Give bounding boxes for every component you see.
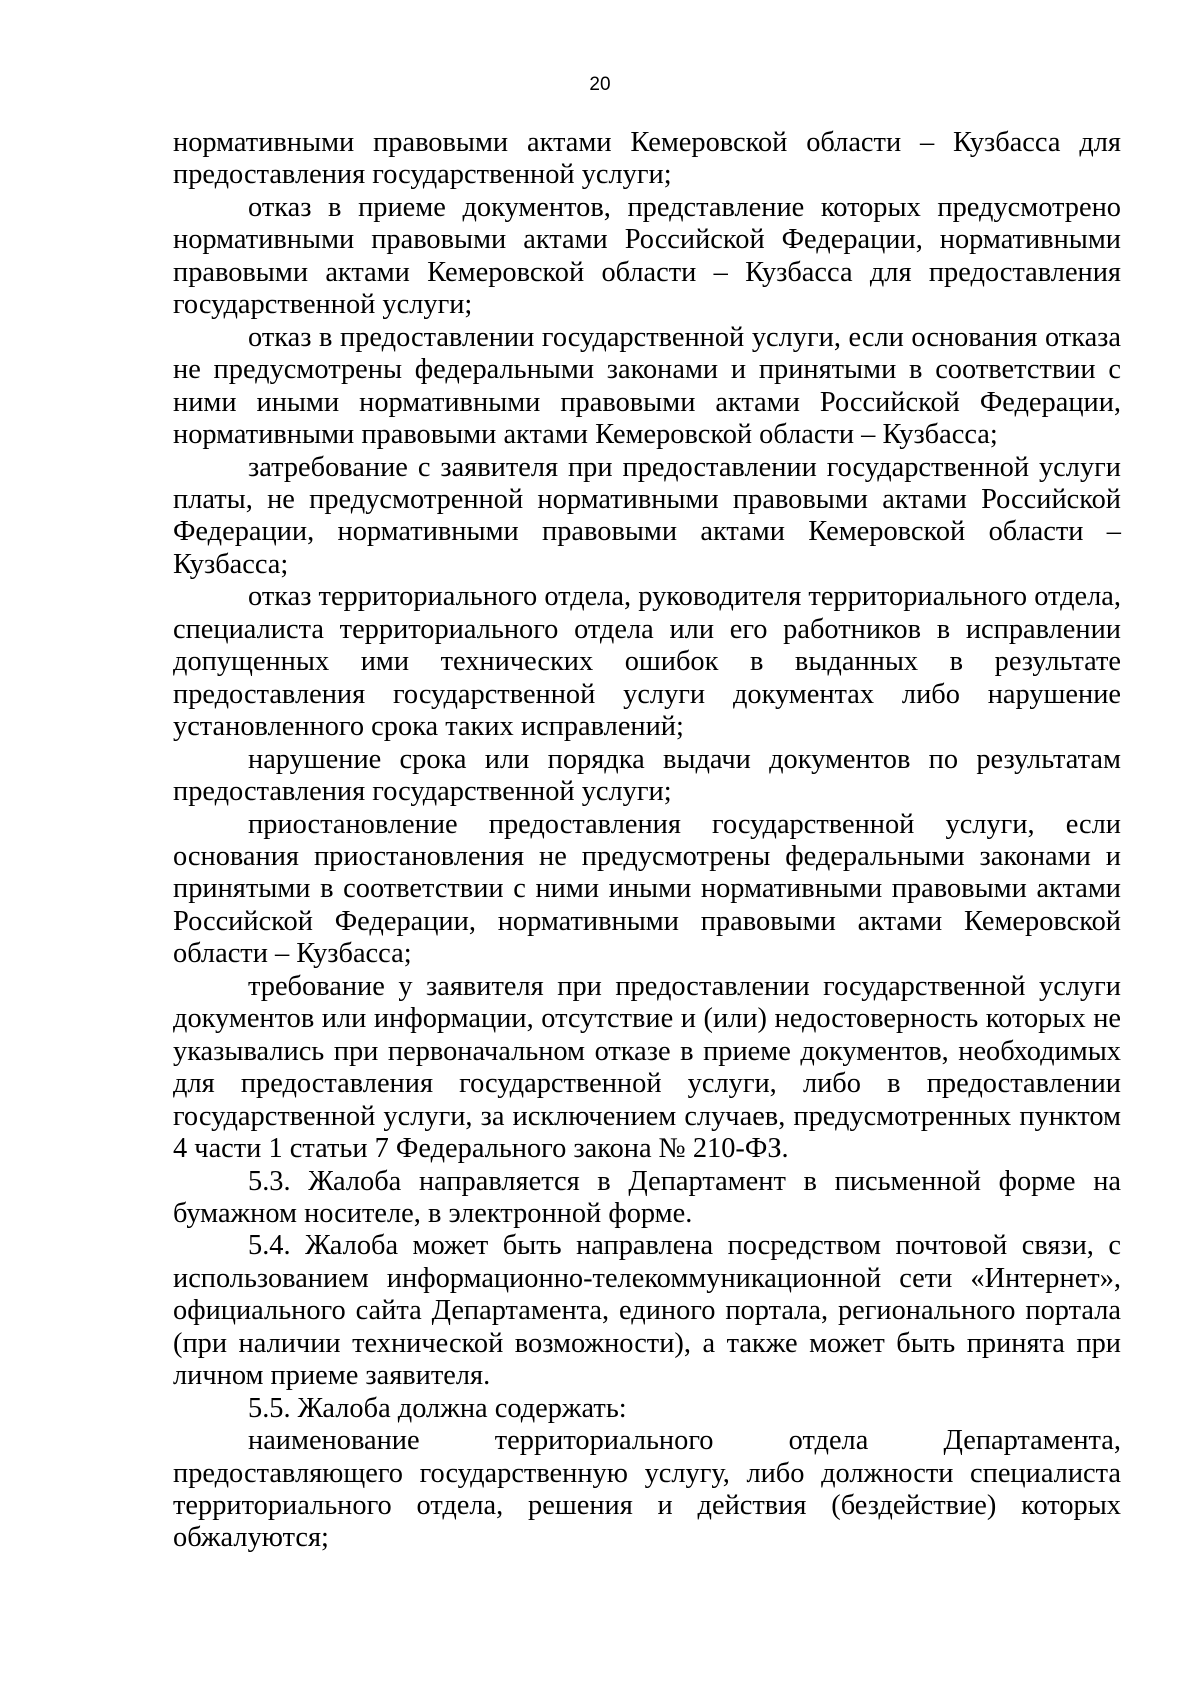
paragraph: отказ в предоставлении государственной услуги, если основания отказа не предусмотрены федеральными законами и принятыми в соответствии с ними иными нормативными правовыми актами Российской Федерации, нормативными правовыми актами Кемеровской области – Кузбасса;	[173, 321, 1121, 451]
paragraph: затребование с заявителя при предоставлении государственной услуги платы, не предусмотренной нормативными правовыми актами Российской Федерации, нормативными правовыми актами Кемеровской области – Кузбасса;	[173, 451, 1121, 580]
paragraph: требование у заявителя при предоставлении государственной услуги документов или информации, отсутствие и (или) недостоверность которых не указывались при первоначальном отказе в приеме документов, необходимых для предоставления государственной услуги, либо в предоставлении государственной услуги, за исключением случаев, предусмотренных пунктом 4 части 1 статьи 7 Федерального закона № 210-ФЗ.	[173, 970, 1121, 1165]
paragraph-5-5: 5.5. Жалоба должна содержать:	[248, 1392, 627, 1424]
paragraph-5-3: 5.3. Жалоба направляется в Департамент в письменной форме на бумажном носителе, в электронной форме.	[173, 1165, 1121, 1229]
paragraph: отказ территориального отдела, руководителя территориального отдела, специалиста территориального отдела или его работников в исправлении допущенных ими технических ошибок в выданных в результате предоставления государственной услуги документах либо нарушение установленного срока таких исправлений;	[173, 581, 1121, 743]
document-body	[173, 127, 1121, 1555]
paragraph: нарушение срока или порядка выдачи документов по результатам предоставления государственной услуги;	[173, 743, 1121, 808]
page-number: 20	[589, 74, 611, 95]
paragraph: отказ в приеме документов, представление которых предусмотрено нормативными правовыми актами Российской Федерации, нормативными правовыми актами Кемеровской области – Кузбасса для предоставления государственной услуги;	[173, 191, 1121, 321]
paragraph-5-4: 5.4. Жалоба может быть направлена посредством почтовой связи, с использованием информационно-телекоммуникационной сети «Интернет», официального сайта Департамента, единого портала, регионального портала (при наличии технической возможности), а также может быть принята при личном приеме заявителя.	[173, 1230, 1121, 1392]
paragraph: приостановление предоставления государственной услуги, если основания приостановления не предусмотрены федеральными законами и принятыми в соответствии с ними иными нормативными правовыми актами Российской Федерации, нормативными правовыми актами Кемеровской области – Кузбасса;	[173, 808, 1121, 970]
paragraph: наименование территориального отдела Департамента, предоставляющего государственную услугу, либо должности специалиста территориального отдела, решения и действия (бездействие) которых обжалуются;	[173, 1425, 1121, 1554]
paragraph-continuation: нормативными правовыми актами Кемеровской области – Кузбасса для предоставления государственной услуги;	[173, 127, 1121, 191]
